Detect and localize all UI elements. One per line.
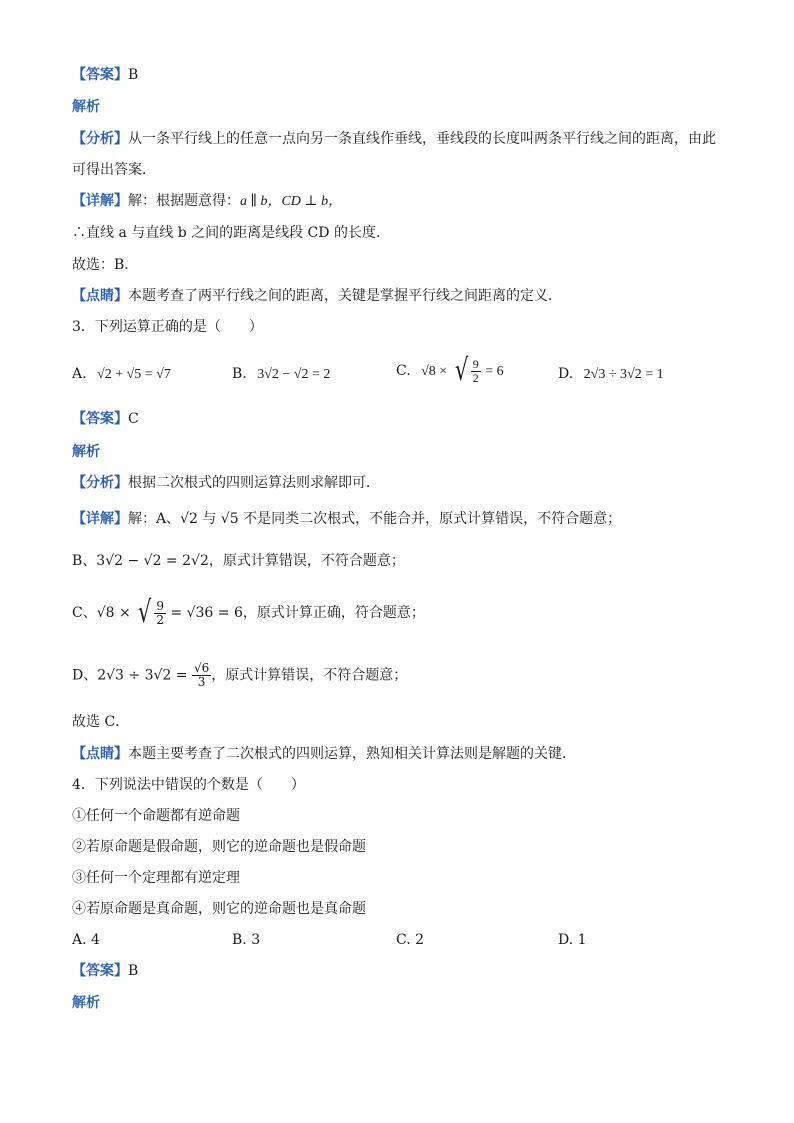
q3-option-c — [396, 353, 504, 388]
analysis-tag: 解析 — [72, 99, 100, 115]
fraction-denominator: 2 — [472, 370, 479, 385]
dianjing-tag: 【点睛】 — [72, 288, 128, 304]
fraction-numerator: 9 — [472, 356, 479, 371]
option-expr-post: = 6 — [485, 364, 504, 379]
xiangjie-text: 解：根据题意得： — [128, 193, 240, 209]
detail-d-pre: D、2√3 ÷ 3√2 = — [72, 667, 188, 684]
q3-option-b — [232, 365, 330, 384]
xiangjie-tag: 【详解】 — [72, 511, 128, 527]
detail-d-post: ，原式计算错误，不符合题意； — [211, 667, 408, 684]
q3-choice-line: 故选 C． — [72, 714, 130, 730]
detail-c-pre: C、√8 × — [72, 605, 131, 621]
q4-statement-2: ②若原命题是假命题，则它的逆命题也是假命题 — [72, 839, 366, 855]
q2-therefore-line: ∴直线 a 与直线 b 之间的距离是线段 CD 的长度． — [72, 225, 390, 241]
dianjing-tag: 【点睛】 — [72, 746, 128, 762]
q4-option-a: A. 4 — [72, 932, 100, 948]
fraction-numerator: 9 — [156, 598, 164, 613]
option-label: A. — [72, 366, 87, 382]
answer-tag: 【答案】 — [72, 67, 128, 83]
option-expr-pre: √8 × — [421, 364, 448, 379]
dianjing-text: 本题主要考查了二次根式的四则运算，熟知相关计算法则是解题的关键． — [128, 746, 576, 762]
fraction-denominator: 3 — [197, 675, 206, 689]
xiangjie-text: 解：A、√2 与 √5 不是同类二次根式，不能合并，原式计算错误，不符合题意； — [128, 511, 622, 527]
q3-option-a — [72, 365, 171, 384]
dianjing-text: 本题考查了两平行线之间的距离，关键是掌握平行线之间距离的定义． — [128, 288, 562, 304]
q2-xiangjie-line — [72, 192, 342, 211]
detail-c-post: = √36 = 6，原式计算正确，符合题意； — [170, 605, 425, 621]
sqrt-sign-icon: √ — [138, 595, 152, 630]
q2-fenxi-line-1 — [72, 130, 716, 148]
q4-statement-4: ④若原命题是真命题，则它的逆命题也是真命题 — [72, 901, 366, 917]
q2-answer-line — [72, 66, 138, 84]
q3-answer-line — [72, 410, 139, 428]
fenxi-tag: 【分析】 — [72, 131, 128, 147]
q4-option-d: D. 1 — [558, 932, 587, 948]
sqrt-sign-icon: √ — [454, 353, 468, 388]
fenxi-text: 从一条平行线上的任意一点向另一条直线作垂线，垂线段的长度叫两条平行线之间的距离，由此 — [128, 131, 716, 147]
q3-xiangjie-line — [72, 510, 621, 528]
q3-detail-c — [72, 595, 425, 630]
q2-analysis-heading — [72, 98, 100, 116]
option-label: B. — [232, 366, 247, 382]
option-label: D. — [558, 366, 574, 382]
answer-value: B — [128, 67, 139, 83]
q4-answer-line — [72, 962, 138, 980]
q3-stem: 3．下列运算正确的是（ ） — [72, 319, 263, 335]
q3-dianjing-line — [72, 745, 576, 763]
answer-tag: 【答案】 — [72, 411, 128, 427]
q2-fenxi-line-2: 可得出答案． — [72, 162, 156, 178]
q4-stem: 4．下列说法中错误的个数是（ ） — [72, 777, 305, 793]
q4-option-b: B. 3 — [232, 932, 261, 948]
option-expr: 2√3 ÷ 3√2 = 1 — [583, 367, 664, 382]
q4-statement-1: ①任何一个命题都有逆命题 — [72, 808, 240, 824]
q3-detail-b: B、3√2 − √2 = 2√2，原式计算错误，不符合题意； — [72, 553, 405, 569]
q4-analysis-heading — [72, 994, 100, 1012]
q3-detail-d — [72, 662, 407, 689]
q2-dianjing-line — [72, 287, 562, 305]
fraction — [471, 358, 481, 385]
analysis-tag: 解析 — [72, 444, 100, 460]
q3-option-d — [558, 365, 664, 384]
option-label: C. — [396, 363, 411, 379]
analysis-tag: 解析 — [72, 995, 100, 1011]
q3-fenxi-line — [72, 474, 380, 492]
fraction-denominator: 2 — [156, 612, 164, 627]
answer-value: B — [128, 963, 139, 979]
q4-statement-3: ③任何一个定理都有逆定理 — [72, 870, 240, 886]
q2-choice-line: 故选：B． — [72, 257, 139, 273]
fraction — [192, 662, 211, 689]
q3-analysis-heading — [72, 443, 100, 461]
fraction — [154, 600, 166, 627]
xiangjie-tag: 【详解】 — [72, 193, 128, 209]
answer-tag: 【答案】 — [72, 963, 128, 979]
fenxi-text: 根据二次根式的四则运算法则求解即可． — [128, 475, 380, 491]
q4-option-c: C. 2 — [396, 932, 425, 948]
fenxi-tag: 【分析】 — [72, 475, 128, 491]
answer-value: C — [128, 411, 139, 427]
fraction-numerator: √6 — [193, 661, 210, 675]
option-expr: √2 + √5 = √7 — [97, 367, 171, 382]
xiangjie-math: a ∥ b，CD ⊥ b， — [240, 194, 343, 209]
option-expr: 3√2 − √2 = 2 — [257, 367, 331, 382]
